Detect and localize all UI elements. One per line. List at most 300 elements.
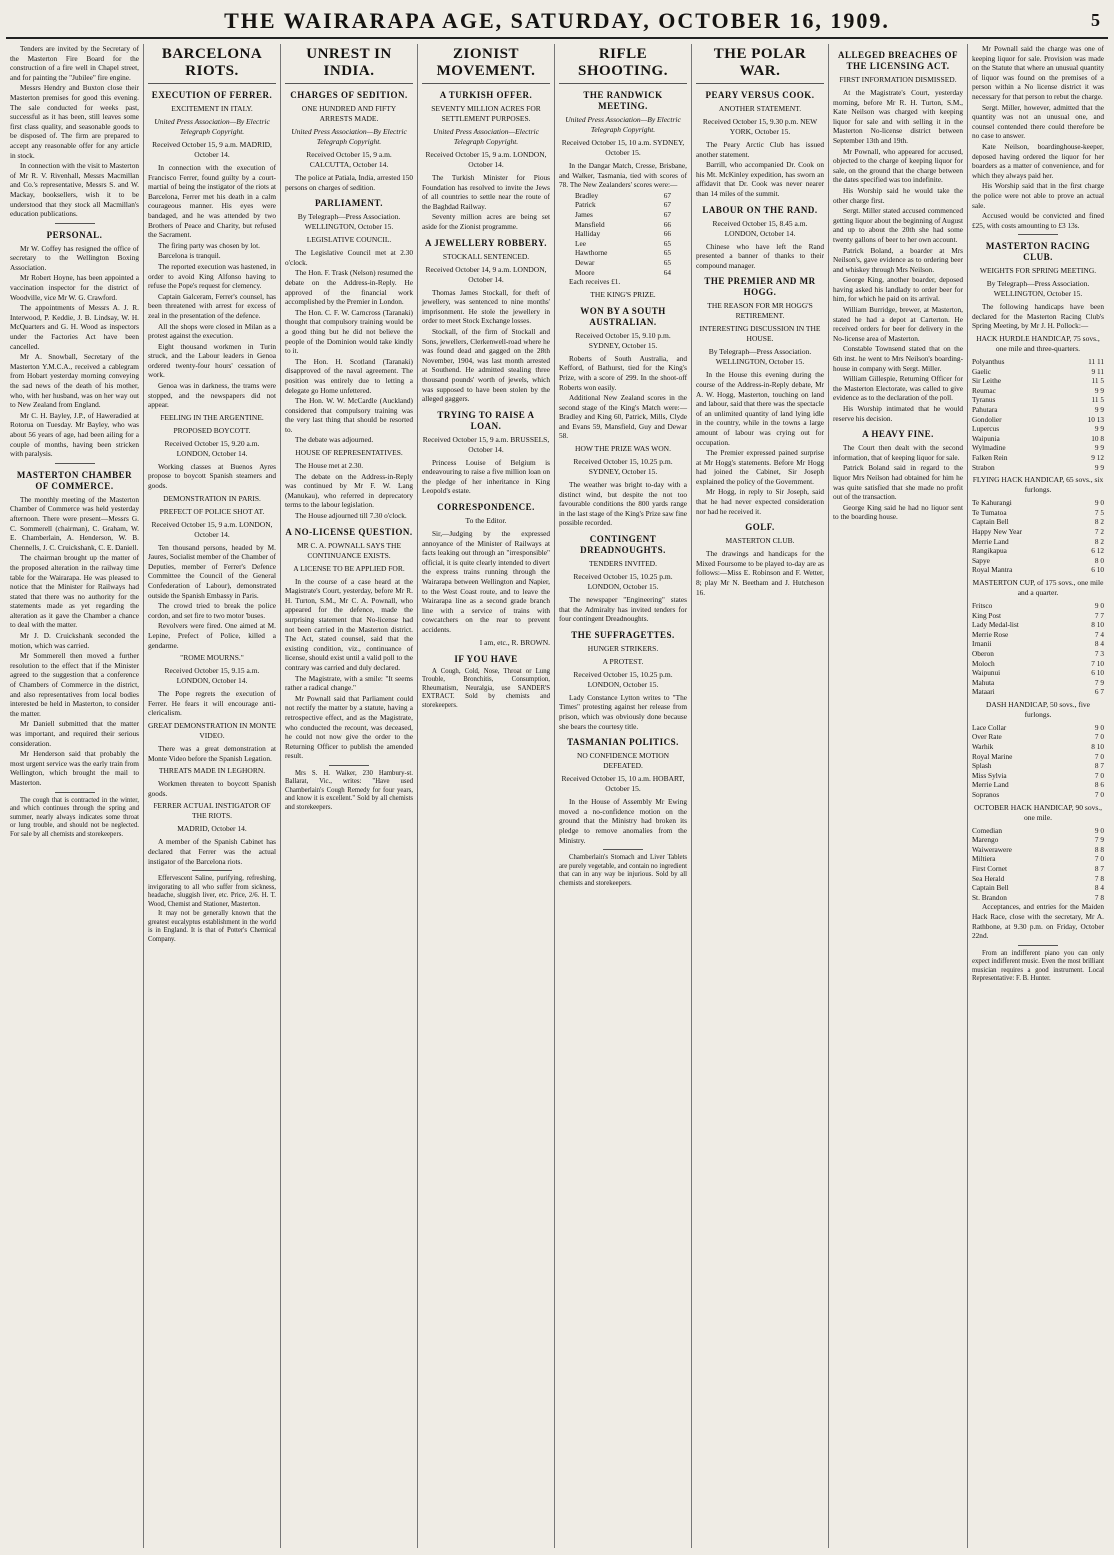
article-paragraph: George King, another boarder, deposed having asked his landlady to order beer for him, for which he paid on its arrival. [833,275,963,304]
subheading: TENDERS INVITED. [589,559,657,569]
row-name: Gondolier [972,414,1002,424]
row-value: 67 [663,209,671,219]
row-value: 11 5 [1091,395,1104,405]
article-paragraph: The debate on the Address-in-Reply was continued by Mr F. W. Lang (Manukau), who referred in deprecatory terms to the labour legislation. [285,471,413,510]
row-name: Lady Medal-list [972,620,1019,630]
article-paragraph: Constable Townsend stated that on the 6th inst. he went to Mrs Neilson's boarding-house in company with Sergt. Miller. [833,344,963,373]
article-paragraph: Mr Henderson said that probably the most urgent service was the early train from Wellington, which brought the mail to Masterton. [10,749,139,787]
column-separator [192,870,232,871]
list-row [575,248,671,258]
list-row [972,668,1104,678]
article-paragraph: His Worship said he would take the other charge first. [833,185,963,205]
dateline: Received October 15, 10 a.m. SYDNEY, October 15. [561,138,685,157]
row-name: Lace Collar [972,722,1007,732]
row-name: Warhik [972,742,994,752]
list-row [972,415,1104,425]
row-value: 8 0 [1094,555,1104,565]
row-name: Irnanii [972,639,992,649]
row-name: Marengo [972,835,999,845]
list-row [972,611,1104,621]
article-paragraph: Sergt. Miller stated accused commenced getting liquor about the beginning of August and up to about the 20th she had some twenty gallons of beer to her own account. [833,206,963,244]
advertisement: Mrs S. H. Walker, 230 Hambury-st. Ballarat, Vic., writes: "Have used Chamberlain's Cough Remedy for four years, and know it is excellent." Sold by all chemists and storekeepers. [285,769,413,811]
article-paragraph: In connection with the execution of Francisco Ferrer, found guilty by a court-martial of being the instigator of the riots at Barcelona, Ferrer met his death in a calm courageous manner. His eyes were bandaged, and he was attended by two Brothers of Peace and Charity, but refused the Sacrament. [148,163,276,240]
list-row [972,678,1104,688]
subheading: THE REASON FOR MR HOGG'S RETIREMENT. [707,301,813,321]
article-paragraph: The monthly meeting of the Masterton Chamber of Commerce was held yesterday afternoon. There were present—Messrs G. C. Sommerell (chairman), C. Graham, W. E. Chamberlain, A. Henderson, W. B. Chennells, J. C. Cruickshank, C. E. Daniell. [10,494,139,552]
subheading: GREAT DEMONSTRATION IN MONTE VIDEO. [148,720,276,740]
dateline: Received October 15, 10 a.m. HOBART, October 15. [561,774,685,794]
list-row [972,649,1104,659]
article-paragraph: Mr J. D. Cruickshank seconded the motion, which was carried. [10,631,139,650]
list-row [972,723,1104,733]
row-name: Dewar [575,257,595,267]
list-row [972,367,1104,377]
row-value: 9 9 [1094,462,1104,472]
heading-personal: PERSONAL. [46,229,103,240]
row-value: 7 5 [1094,507,1104,517]
row-value: 7 8 [1094,892,1104,902]
subheading: THREATS MADE IN LEGHORN. [158,766,266,776]
row-value: 9 0 [1094,600,1104,610]
article-paragraph: Mr C. H. Bayley, J.P., of Haweradied at Rotorua on Tuesday. Mr Bayley, who was about 56 years of age, had been ailing for a couple of months, having been stricken with paralysis. [10,410,139,459]
subheading: DEMONSTRATION IN PARIS. [163,493,261,503]
list-row [972,556,1104,566]
dateline: Received October 15, 9.10 p.m. SYDNEY, October 15. [575,330,671,350]
row-name: Te Tumatoa [972,507,1007,517]
article-paragraph: Lady Constance Lytton writes to "The Times" protesting against her release from prison, which was obviously done because she bears the courtesy title. [559,692,687,731]
list-row [972,874,1104,884]
wire-credit: By Telegraph—Press Association. WELLINGTON, October 15. [986,279,1090,299]
article-paragraph: The Legislative Council met at 2.30 o'clock. [285,248,413,267]
list-row [972,752,1104,762]
article-paragraph: Additional New Zealand scores in the second stage of the King's Match were:—Bradley and King 60, Patrick, Mills, Clyde and Evans 59, Mansfield, Guy and Dewar 58. [559,393,687,441]
list-row [972,732,1104,742]
race-heading: DASH HANDICAP, 50 sovs., five furlongs. [986,699,1090,719]
subheading: HOUSE OF REPRESENTATIVES. [295,448,403,458]
row-value: 7 4 [1094,629,1104,639]
row-name: Moore [575,267,595,277]
row-name: Oberon [972,648,994,658]
dateline: Received October 15, 10.25 p.m. SYDNEY, October 15. [573,457,673,477]
row-value: 7 9 [1094,677,1104,687]
row-value: 11 5 [1091,376,1104,386]
article-paragraph: Eight thousand workmen in Turin struck, and the Labour leaders in Genoa ordered twenty-four hours' cessation of work. [148,341,276,380]
article-paragraph: Genoa was in darkness, the trams were stopped, and the newspapers did not appear. [148,381,276,410]
row-name: Royal Mantra [972,565,1013,575]
heading-unrest-in-india: UNREST IN INDIA. [285,46,413,84]
article-paragraph: Chinese who have left the Rand presented a banner of thanks to their compound manager. [696,241,824,270]
article-paragraph: The debate was adjourned. [295,435,374,445]
dateline: Received October 15, 9 a.m. CALCUTTA, October 14. [306,150,392,169]
article-paragraph: Mr Robert Hoyne, has been appointed a vaccination inspector for the district of Woodville, vice Mr W. G. Crawford. [10,273,139,302]
row-value: 9 0 [1094,722,1104,732]
row-name: Hawthorne [575,248,608,258]
column-6 [691,44,828,1548]
dateline: Received October 15, 9.30 p.m. NEW YORK, October 15. [702,117,818,136]
heading-premier-and-mr-hogg: THE PREMIER AND MR HOGG. [704,276,816,298]
article-paragraph: The Hon. C. F. W. Carncross (Taranaki) thought that compulsory training would be a good thing but he did not believe the people of the Dominion would take kindly to it. [285,307,413,356]
subheading: EXECUTION OF FERRER. [151,90,273,100]
row-value: 8 2 [1094,536,1104,546]
row-name: Strabon [972,462,995,472]
article-paragraph: Mr Daniell submitted that the matter was important, and required their serious consideration. [10,719,139,748]
subheading: FEELING IN THE ARGENTINE. [160,412,264,422]
column-3 [280,44,417,1548]
article-paragraph: The crowd tried to break the police cordon, and set fire to two motor 'buses. [148,601,276,620]
row-value: 7 10 [1091,658,1104,668]
article-paragraph: Tenders are invited by the Secretary of the Masterton Fire Board for the construction of a fire well in Chapel street, and for painting the "Jubilee" fire engine. [10,44,139,82]
advertisement: A Cough, Cold, Nose, Throat or Lung Trouble, Bronchitis, Consumption, Rheumatism, Neuralgia, use SANDER'S EXTRACT. Sold by chemists and storekeepers. [422,667,550,709]
article-paragraph: At the Magistrate's Court, yesterday morning, before Mr R. H. Turton, S.M., Kate Neilson was charged with keeping liquor for sale and with selling it in the Masterton No-license district between September 13th and 19th. [833,88,963,145]
list-row [575,191,671,201]
row-value: 67 [663,190,671,200]
article-paragraph: Mr Pownall said that Parliament could not rectify the matter by a statute, having a retrospective effect, and as the Magistrate, who conducted the recount, was deceased, he could not now give the order to the Returning Officer to publish the amended result. [285,693,413,761]
race-heading: MASTERTON CUP, of 175 sovs., one mile and a quarter. [972,577,1104,597]
row-value: 7 3 [1094,648,1104,658]
heading-polar-war: THE POLAR WAR. [696,46,824,84]
advertisement: Chamberlain's Stomach and Liver Tablets are purely vegetable, and contain no ingredient that can in any way be injurious. Sold by all chemists and storekeepers. [559,854,687,887]
article-paragraph: In the House of Assembly Mr Ewing moved a no-confidence motion on the ground that the Ministry had broken its pledge to remove anomalies from the Ministry. [559,797,687,845]
article-paragraph: The House adjourned till 7.30 o'clock. [295,511,407,521]
subheading: EXCITEMENT IN ITALY. [171,104,253,113]
article-paragraph: William Burridge, brewer, at Masterton, stated he had a depot at Carterton. He received orders for beer for delivery in the No-license area of Masterton. [833,305,963,343]
row-name: Captain Bell [972,517,1009,527]
list-row [575,229,671,239]
list-row [972,463,1104,473]
row-name: Falken Rein [972,453,1008,462]
row-name: Wylmadine [972,443,1006,453]
list-row [972,527,1104,537]
row-value: 65 [663,238,671,248]
row-name: Happy New Year [972,526,1023,536]
subheading: PEARY VERSUS COOK. [705,90,815,100]
dateline: Received October 15, 10.25 p.m. LONDON, October 15. [573,572,673,592]
article-paragraph: The Hon. W. W. McCardle (Auckland) considered that compulsory training was the very last thing that should be resorted to. [285,396,413,434]
article-paragraph: Acceptances, and entries for the Maiden Hack Race, close with the secretary, Mr A. Rathbone, at 9.30 p.m. on Friday, October 22nd. [972,902,1104,941]
column-separator [1018,234,1058,235]
article-paragraph: Patrick Boland, a boarder at Mrs Neilson's, gave evidence as to ordering beer and whiskey through Mrs Neilson. [833,245,963,274]
row-name: Mahuta [972,677,995,687]
column-5 [554,44,691,1548]
row-value: 8 10 [1091,620,1104,630]
row-name: Mansfield [575,219,605,229]
article-paragraph: Accused would be convicted and fined £25, with costs amounting to £3 13s. [972,211,1104,230]
heading-masterton-racing-club: MASTERTON RACING CLUB. [985,241,1091,263]
article-paragraph: Patrick Boland said in regard to the liquor Mrs Neilson had obtained for him he was quite satisfied that she made no profit out of the transaction. [833,463,963,502]
article-paragraph: Captain Galceram, Ferrer's counsel, has been threatened with arrest for excess of zeal in the presentation of the defence. [148,291,276,320]
row-name: Lupercus [972,424,1000,434]
article-paragraph: The weather was bright to-day with a distinct wind, but despite the not too favourable conditions the 800 yards range in the last stage of the King's Prize saw fine possible recorded. [559,480,687,528]
row-name: Mataari [972,687,995,697]
list-row [575,258,671,268]
article-paragraph: Ten thousand persons, headed by M. Jaures, Socialist member of the Chamber of Deputies, member of Ferrer's Defence Committee the Council of the General Confederation of Labour), demonstrated outside the Spanish Embassy in Paris. [148,542,276,600]
newspaper-title: THE WAIRARAPA AGE, SATURDAY, OCTOBER 16, 1909. [224,8,890,33]
subheading: THE RANDWICK MEETING. [583,90,663,111]
article-paragraph: Princess Louise of Belgium is endeavouring to raise a five million loan on the pledge of her inheritance in King Leopold's estate. [422,457,550,496]
subheading: ANOTHER STATEMENT. [718,104,802,113]
dateline: Received October 15, 9 a.m. LONDON, October 14. [151,519,273,539]
row-value: 9 11 [1091,366,1104,376]
row-value: 8 7 [1094,864,1104,873]
article-paragraph: The Premier expressed pained surprise at Mr Hogg's statements. Before Mr Hogg had joined the Cabinet, Sir Joseph explained the policy of the Government. [696,448,824,486]
article-paragraph: Mr W. Coffey has resigned the office of secretary to the Wellington Boxing Association. [10,243,139,272]
article-paragraph: Sir,—Judging by the expressed annoyance of the Minister of Railways at facts leaking out through an "irresponsible" official, it is quite clearly intended to divert the express trains running through the Wairarapa between Wellington and Napier, to the West Coast route, and to leave the Wairarapa line as a second grade branch line with a service of trains with cowcatchers on the rear to prevent accidents. [422,529,550,634]
article-paragraph: The Turkish Minister for Pious Foundation has resolved to invite the Jews of all countries to settle near the route of the Baghdad Railway. [422,173,550,211]
dateline: Received October 15, 8.45 a.m. LONDON, October 14. [712,218,808,238]
advertisement: Effervescent Saline, purifying, refreshing, invigorating to all who suffer from sickness, headache, sluggish liver, etc. Price, 2/6. H. T. Wood, Chemist and Stationer, Masterton. [148,875,276,908]
article-paragraph: Barcelona is tranquil. [158,251,221,261]
row-value: 7 0 [1094,790,1104,800]
list-row [972,546,1104,556]
row-value: 10 13 [1087,414,1104,424]
row-name: Waiwerawere [972,844,1012,854]
row-name: Tyranus [972,395,996,405]
row-name: Rangikapua [972,546,1007,556]
row-value: 7 7 [1094,610,1104,620]
row-name: Over Rate [972,732,1002,742]
wire-credit: United Press Association—Electric Telegraph Copyright. [433,127,539,146]
list-row [972,845,1104,855]
article-paragraph: There was a great demonstration at Monte Video before the Spanish Legation. [148,743,276,763]
row-name: Splash [972,761,992,771]
row-value: 7 0 [1094,854,1104,864]
handicap-list [972,357,1104,472]
scores-table [559,191,687,277]
list-row [972,517,1104,527]
wire-credit: United Press Association—By Electric Telegraph Copyright. [154,117,270,136]
article-paragraph: His Worship intimated that he would reserve his decision. [833,404,963,423]
heading-licensing-act: ALLEGED BREACHES OF THE LICENSING ACT. [837,50,959,71]
article-paragraph: The drawings and handicaps for the Mixed Foursome to be played to-day are as follows:—Miss E. Robinson and F. Wetter, 8; play Mr N. Beetham and J. Hutcheson 16. [696,549,824,597]
subheading: HOW THE PRIZE WAS WON. [575,444,671,454]
list-row [972,826,1104,836]
heading-zionist-movement: ZIONIST MOVEMENT. [422,46,550,84]
article-paragraph: In connection with the visit to Masterton of Mr R. V. Rivenhall, Messrs Macmillan and Co.'s representative, Messrs S. and W. Mackay, booksellers, wish it to be understood that they stock all Macmillan's education publications. [10,161,139,219]
row-name: Royal Marine [972,751,1013,761]
list-row [972,443,1104,453]
row-name: Gaelic [972,366,992,376]
heading-golf: GOLF. [745,522,775,533]
row-name: Te Kahurangi [972,498,1012,508]
list-row [575,239,671,249]
subheading: MASTERTON CLUB. [725,536,795,546]
article-paragraph: Seventy million acres are being set aside for the Zionist programme. [422,212,550,231]
dateline: MADRID, October 14. [177,824,247,834]
row-value: 7 0 [1094,732,1104,742]
race-heading: FLYING HACK HANDICAP, 65 sovs., six furlongs. [972,475,1104,495]
letter-signature: I am, etc., R. BROWN. [479,637,550,647]
row-value: 64 [663,267,671,277]
row-value: 6 10 [1091,668,1104,678]
list-row [972,565,1104,575]
column-separator [603,849,643,850]
row-name: Fritsco [972,600,993,610]
article-paragraph: The Hon. H. Scotland (Taranaki) disapproved of the naval agreement. The position was entirely due to letting a delegate go Home unfettered. [285,356,413,395]
article-paragraph: All the shops were closed in Milan as a protest against the execution. [148,321,276,341]
article-paragraph: The newspaper "Engineering" states that the Admiralty has invited tenders for four contingent Dreadnoughts. [559,595,687,624]
heading-contingent-dreadnoughts: CONTINGENT DREADNOUGHTS. [580,534,666,556]
heading-suffragettes: THE SUFFRAGETTES. [571,629,675,640]
row-value: 8 6 [1094,780,1104,790]
row-name: Bradley [575,190,599,200]
article-paragraph: A member of the Spanish Cabinet has declared that Ferrer was the actual instigator of the Barcelona riots. [148,837,276,866]
list-row [972,498,1104,508]
row-value: 7 9 [1094,835,1104,845]
row-value: 9 9 [1094,385,1104,395]
list-row [972,761,1104,771]
row-value: 10 8 [1091,433,1104,443]
row-value: 66 [663,229,671,239]
list-row [972,742,1104,752]
list-row [972,620,1104,630]
heading-no-license-question: A NO-LICENSE QUESTION. [285,526,413,537]
row-name: Patrick [575,200,596,210]
row-value: 9 9 [1094,405,1104,415]
dateline: Received October 15, 9.15 a.m. LONDON, October 14. [164,666,260,686]
row-name: Merrie Land [972,780,1009,790]
wire-credit: By Telegraph—Press Association. WELLINGTON, October 15. [297,212,401,232]
row-name: Captain Bell [972,883,1009,893]
row-name: Merrie Rose [972,629,1009,639]
list-row [972,357,1104,367]
subheading: A TURKISH OFFER. [439,90,533,100]
heading-trying-to-raise-a-loan: TRYING TO RAISE A LOAN. [437,409,535,431]
row-value: 9 0 [1094,825,1104,835]
list-row [972,835,1104,845]
article-paragraph: Workmen threaten to boycott Spanish goods. [148,779,276,798]
article-paragraph: In the House this evening during the course of the Address-in-Reply debate, Mr A. W. Hogg, Masterton, touching on land and labour, said that there was the spectacle of an unlimited quantity of land lying idle in the country, while in the towns a large amount of labour was crying out for occupation. [696,370,824,447]
list-row [972,508,1104,518]
subheading: PREFECT OF POLICE SHOT AT. [159,506,265,516]
heading-chamber-of-commerce: MASTERTON CHAMBER OF COMMERCE. [16,469,133,491]
article-paragraph: Each receives £1. [569,277,621,287]
advertisement-heading: IF YOU HAVE [454,653,518,664]
article-paragraph: In the course of a case heard at the Magistrate's Court, yesterday, before Mr R. H. Turton, S.M., Mr C. A. Pownall, who appeared for the defence, made the surprising statement that No-license had not been carried in the Masterton district. The Act, stated counsel, said that the existing condition, viz., continuance of license, should exist until a valid poll to the contrary was carried and duly declared. [285,576,413,672]
dateline: Received October 15, 9 a.m. BRUSSELS, October 14. [422,434,550,454]
subheading: WEIGHTS FOR SPRING MEETING. [979,266,1097,276]
row-value: 8 4 [1094,883,1104,893]
column-separator [55,223,95,224]
column-8 [967,44,1108,1548]
row-name: Sapye [972,555,990,565]
row-value: 7 0 [1094,751,1104,761]
row-name: Lee [575,238,586,248]
article-paragraph: The chairman brought up the matter of the proposed alteration in the railway time table for the Wairarapa. He was pleased to notice that the Minister for Railways had stated that there was no authority for the statements made as yet regarding the alteration as it gave the Chamber a chance to deal with the matter. [10,553,139,630]
row-value: 6 10 [1091,565,1104,575]
subheading: PROPOSED BOYCOTT. [173,425,251,435]
article-paragraph: Thomas James Stockall, for theft of jewellery, was sentenced to nine months' imprisonment. He stole the jewellery in order to meet Stock Exchange losses. [422,287,550,326]
handicap-list [972,723,1104,800]
list-row [972,854,1104,864]
row-name: Miltiera [972,854,996,864]
wire-credit: United Press Association—By Electric Telegraph Copyright. [291,127,407,146]
row-name: St. Brandon [972,892,1007,902]
dateline: Received October 15, 9.20 a.m. LONDON, October 14. [164,438,260,458]
subheading: MR C. A. POWNALL SAYS THE CONTINUANCE EXISTS. [296,540,402,560]
article-paragraph: The Pope regrets the execution of Ferrer. He fears it will encourage anti-clericalism. [148,689,276,718]
subheading: NO CONFIDENCE MOTION DEFEATED. [576,751,670,771]
column-separator [1018,945,1058,946]
row-name: Waipunui [972,668,1001,678]
row-name: James [575,209,593,219]
list-row [972,453,1104,463]
list-row [972,395,1104,405]
article-paragraph: Working classes at Buenos Ayres propose to boycott Spanish steamers and goods. [148,461,276,491]
row-value: 8 7 [1094,761,1104,771]
article-paragraph: The firing party was chosen by lot. [158,240,260,250]
subheading: ONE HUNDRED AND FIFTY ARRESTS MADE. [301,104,397,123]
row-name: Moloch [972,658,995,668]
row-value: 9 9 [1094,424,1104,434]
article-paragraph: The appointments of Messrs A. J. R. Interwood, P. Keddie, J. B. Lindsay, W. H. McQuarters and G. H. Wood as inspectors under the Factories Act have been cancelled. [10,303,139,351]
article-paragraph: His Worship said that in the first charge the police were not able to prove an actual sale. [972,181,1104,210]
list-row [972,386,1104,396]
article-paragraph: Roberts of South Australia, and Kefford, of Bathurst, tied for the King's Prize, with a score of 299. In the shoot-off Roberts won easily. [559,353,687,392]
row-value: 66 [663,219,671,229]
subheading: STOCKALL SENTENCED. [442,251,530,261]
race-heading: HACK HURDLE HANDICAP, 75 sovs., one mile and three-quarters. [976,334,1100,354]
row-name: Sir Leithe [972,376,1001,386]
row-name: Sea Herald [972,873,1005,883]
race-heading: OCTOBER HACK HANDICAP, 90 sovs., one mile. [973,802,1102,822]
row-value: 8 10 [1091,742,1104,752]
column-7 [828,44,967,1548]
list-row [972,424,1104,434]
list-row [972,893,1104,903]
list-row [972,376,1104,386]
masthead [0,0,1114,40]
article-paragraph: Mr Pownall said the charge was one of keeping liquor for sale. Provision was made on the Statute that where an unusual quantity of liquor was found on the premises of a person within a No license district it was necessary for that person to rebut the charge. [972,44,1104,101]
page-number: 5 [1091,10,1100,30]
subheading: SEVENTY MILLION ACRES FOR SETTLEMENT PURPOSES. [431,104,541,123]
subheading: CHARGES OF SEDITION. [290,90,408,100]
article-paragraph: The Court then dealt with the second information, that of keeping liquor for sale. [833,443,963,462]
list-row [972,790,1104,800]
article-paragraph: Mr Sommerell then moved a further resolution to the effect that if the Minister agreed to the suggestion that a conference of Chambers of Commerce in the district, and also representatives from local bodies interested be held in Masterton, to consider the matter. [10,651,139,718]
article-paragraph: Mr A. Snowball, Secretary of the Masterton Y.M.C.A., received a cablegram from Hobart yesterday morning conveying the sad news of the death of his mother, who, with her husband, was on her way out to New Zealand from England. [10,352,139,410]
row-name: Sopranos [972,790,1000,800]
row-value: 6 12 [1091,546,1104,556]
row-value: 8 8 [1094,844,1104,854]
subheading: HUNGER STRIKERS. [587,643,659,653]
list-row [972,405,1104,415]
advertisement: The cough that is contracted in the winter, and which continues through the spring and summer, nearly always indicates some throat or lung trouble, and should not be neglected. For sale by all chemists and storekeepers. [10,796,139,838]
row-value: 8 4 [1094,639,1104,649]
heading-jewellery-robbery: A JEWELLERY ROBBERY. [425,237,547,248]
row-value: 11 11 [1088,357,1104,367]
row-name: Merrie Land [972,536,1009,546]
list-row [972,537,1104,547]
article-paragraph: The Magistrate, with a smile: "It seems rather a radical change." [285,673,413,693]
list-row [575,268,671,278]
column-1 [6,44,143,1548]
column-separator [55,463,95,464]
list-row [972,630,1104,640]
heading-rifle-shooting: RIFLE SHOOTING. [559,46,687,84]
subheading: FERRER ACTUAL INSTIGATOR OF THE RIOTS. [153,801,271,821]
subheading: "ROME MOURNS." [180,653,244,663]
heading-heavy-fine: A HEAVY FINE. [862,429,934,440]
list-row [972,687,1104,697]
column-2 [143,44,280,1548]
list-row [575,210,671,220]
article-paragraph: Barrill, who accompanied Dr. Cook on his Mt. McKinley expedition, has sworn an affidavit that Dr. Cook was never nearer than 14 miles of the summit. [696,160,824,198]
dateline: Received October 14, 9 a.m. LONDON, October 14. [425,264,547,284]
list-row [972,780,1104,790]
row-name: Pahutara [972,405,998,415]
row-name: Waipunia [972,433,1000,443]
row-name: Miss Sylvia [972,770,1007,780]
